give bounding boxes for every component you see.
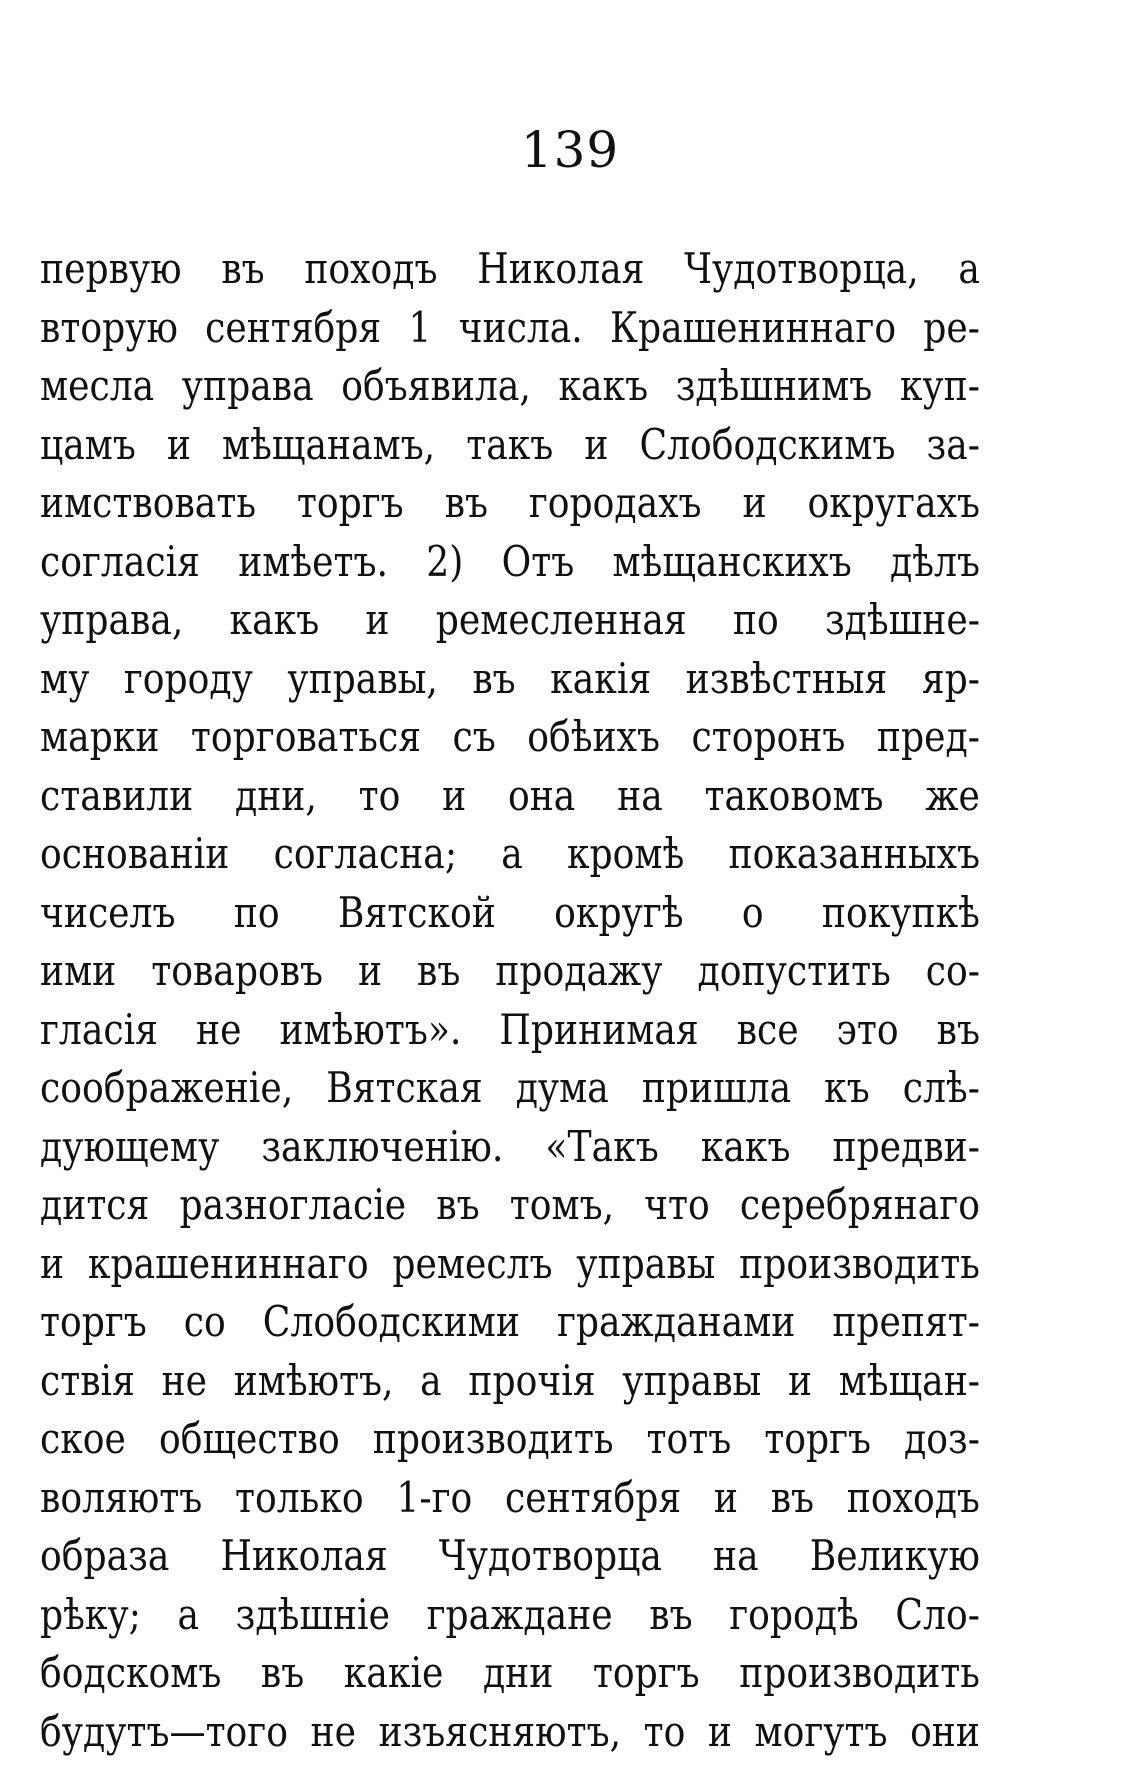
text-word: кромѣ xyxy=(566,829,685,878)
text-word: числа. xyxy=(458,302,583,352)
text-word: сентября xyxy=(205,302,382,352)
text-line xyxy=(40,1293,980,1352)
text-word: въ xyxy=(472,653,516,703)
text-word: и xyxy=(365,595,390,644)
text-word: а xyxy=(958,244,980,293)
text-word: какіе xyxy=(343,1648,444,1697)
text-word: производить xyxy=(739,1648,980,1697)
text-word: показанныхъ xyxy=(728,829,980,878)
text-word: ими xyxy=(40,946,117,995)
text-word: и xyxy=(40,1238,65,1288)
text-word: соображеніе, xyxy=(40,1063,294,1112)
text-word: Крашениннаго xyxy=(609,302,897,352)
text-word: Чудотворца, xyxy=(684,244,919,293)
text-word: въ xyxy=(417,946,461,995)
text-word: только xyxy=(234,1472,364,1522)
text-line xyxy=(40,1703,980,1762)
text-word: они xyxy=(910,1706,980,1756)
text-word: тотъ xyxy=(646,1414,732,1463)
text-word: все xyxy=(736,1004,799,1054)
text-word: въ xyxy=(649,1589,693,1639)
text-word: о xyxy=(741,887,764,937)
text-word: дѣлъ xyxy=(890,536,980,586)
text-line xyxy=(40,1469,980,1528)
text-word: на xyxy=(713,1531,759,1580)
text-word: слѣ- xyxy=(902,1063,980,1112)
text-word: препят- xyxy=(832,1297,980,1346)
text-word: 1-го xyxy=(396,1472,473,1522)
text-word: Великую xyxy=(809,1531,980,1580)
text-line xyxy=(40,1059,980,1118)
text-word: гражданами xyxy=(556,1297,796,1346)
text-word: Слободскимъ xyxy=(639,419,896,469)
text-line xyxy=(40,650,980,709)
text-word: со- xyxy=(925,946,980,995)
text-word: объявила, xyxy=(341,361,531,410)
text-word: со xyxy=(183,1297,226,1346)
text-line xyxy=(40,299,980,358)
text-word: Отъ xyxy=(501,536,575,586)
text-word: городѣ xyxy=(729,1589,859,1639)
text-line xyxy=(40,942,980,1001)
text-word: основаніи xyxy=(40,829,230,878)
text-word: въ xyxy=(221,244,265,293)
text-word: мѣщанамъ, xyxy=(222,419,436,469)
text-word: въ xyxy=(770,1472,815,1522)
text-word: Николая xyxy=(220,1531,388,1580)
text-line xyxy=(40,416,980,475)
text-word: то xyxy=(358,770,401,820)
text-word: дума xyxy=(515,1063,609,1112)
text-word: месла xyxy=(40,361,155,410)
text-word: мѣщан- xyxy=(838,1355,980,1405)
text-word: торгъ xyxy=(764,1414,872,1463)
text-line xyxy=(40,1527,980,1586)
text-word: заключенію. xyxy=(261,1121,504,1171)
text-line xyxy=(40,591,980,650)
text-word: изъясняютъ, xyxy=(378,1706,622,1756)
text-word: Вятская xyxy=(326,1063,483,1112)
text-word: торгъ xyxy=(592,1648,700,1697)
text-word: марки xyxy=(40,712,160,761)
text-word: здѣшне- xyxy=(824,595,980,644)
text-word: на xyxy=(617,770,663,820)
text-word: дни, xyxy=(234,770,317,820)
text-word: за- xyxy=(926,419,980,469)
text-line xyxy=(40,1410,980,1469)
text-word: а xyxy=(420,1355,442,1405)
text-word: томъ, xyxy=(509,1180,615,1229)
text-line xyxy=(40,767,980,826)
text-line xyxy=(40,1235,980,1294)
text-word: торговаться xyxy=(190,712,421,761)
text-word: согласія xyxy=(40,536,200,586)
text-word: и xyxy=(584,419,609,469)
text-word: продажу xyxy=(495,946,663,995)
text-word: ре- xyxy=(923,302,980,352)
text-line xyxy=(40,357,980,416)
text-word: ремесленная xyxy=(435,595,687,644)
text-word: управы xyxy=(576,1238,716,1288)
text-word: согласна; xyxy=(273,829,457,878)
text-line xyxy=(40,1176,980,1235)
text-word: му xyxy=(40,653,90,703)
text-word: таковомъ xyxy=(704,770,884,820)
text-word: съ xyxy=(452,712,496,761)
text-word: такъ xyxy=(466,419,554,469)
text-word: рѣку; xyxy=(40,1589,141,1639)
text-word: Николая xyxy=(477,244,645,293)
text-line xyxy=(40,1586,980,1645)
text-word: куп- xyxy=(899,361,980,410)
text-word: дится xyxy=(40,1180,150,1229)
text-word: имѣютъ, xyxy=(233,1355,394,1405)
text-word: образа xyxy=(40,1531,170,1580)
text-word: управа xyxy=(181,361,314,410)
text-word: производить xyxy=(372,1414,614,1463)
text-line xyxy=(40,474,980,533)
text-line xyxy=(40,1001,980,1060)
text-word: предви- xyxy=(832,1121,980,1171)
text-word: разногласіе xyxy=(179,1180,407,1229)
text-word: какія xyxy=(550,653,652,703)
text-word: первую xyxy=(40,244,182,293)
text-word: могутъ xyxy=(754,1706,888,1756)
text-word: торгъ xyxy=(296,478,404,527)
text-word: округахъ xyxy=(807,478,980,527)
text-word: цамъ xyxy=(40,419,136,469)
text-word: дни xyxy=(482,1648,554,1697)
text-line xyxy=(40,1644,980,1703)
text-word: это xyxy=(836,1004,899,1054)
text-word: въ xyxy=(936,1004,980,1054)
text-word: и xyxy=(166,419,191,469)
text-word: покупкѣ xyxy=(821,887,980,937)
text-word: походъ xyxy=(304,244,438,293)
text-word: производить xyxy=(739,1238,980,1288)
text-word: пришла xyxy=(641,1063,792,1112)
text-word: чиселъ xyxy=(40,887,176,937)
text-line xyxy=(40,708,980,767)
text-line xyxy=(40,884,980,943)
text-word: и xyxy=(707,1706,732,1756)
text-word: въ xyxy=(444,478,488,527)
text-word: сторонъ xyxy=(691,712,846,761)
text-word: и xyxy=(713,1472,738,1522)
text-word: имѣютъ». xyxy=(279,1004,462,1054)
text-word: пред- xyxy=(876,712,980,761)
text-word: крашениннаго xyxy=(87,1238,369,1288)
text-word: въ xyxy=(260,1648,305,1697)
text-line xyxy=(40,1118,980,1177)
text-word: доз- xyxy=(904,1414,980,1463)
text-word: 2) xyxy=(426,536,464,586)
text-word: не xyxy=(161,1355,208,1405)
text-word: здѣшнимъ xyxy=(675,361,873,410)
text-word: Вятской xyxy=(337,887,496,937)
text-word: управы, xyxy=(287,653,438,703)
text-word: прочія xyxy=(468,1355,596,1405)
text-word: Чудотворца xyxy=(438,1531,662,1580)
text-word: и xyxy=(742,478,767,527)
text-word: не xyxy=(195,1004,242,1054)
text-word: ское xyxy=(40,1414,126,1463)
text-word: по xyxy=(233,887,280,937)
text-word: Сло- xyxy=(895,1589,980,1639)
text-word: управа, xyxy=(40,595,184,644)
text-word: Принимая xyxy=(499,1004,699,1054)
text-word: торгъ xyxy=(40,1297,147,1346)
text-word: что xyxy=(644,1180,710,1229)
text-word: дующему xyxy=(40,1121,220,1171)
text-word: какъ xyxy=(558,361,649,410)
page-number: 139 xyxy=(520,121,620,179)
text-word: «Такъ xyxy=(545,1121,659,1171)
text-word: вторую xyxy=(40,302,178,352)
text-word: она xyxy=(507,770,576,820)
text-word: управы xyxy=(622,1355,762,1405)
text-word: граждане xyxy=(426,1589,613,1639)
text-word: извѣстныя xyxy=(685,653,888,703)
text-word: же xyxy=(925,770,980,820)
body-text xyxy=(40,240,980,1761)
text-word: какъ xyxy=(229,595,320,644)
text-word: ствія xyxy=(40,1355,135,1405)
text-word: сентября xyxy=(505,1472,682,1522)
text-word: мѣщанскихъ xyxy=(612,536,852,586)
text-word: допустить xyxy=(697,946,891,995)
text-word: гласія xyxy=(40,1004,158,1054)
text-word: къ xyxy=(824,1063,870,1112)
text-word: въ xyxy=(436,1180,480,1229)
text-word: 1 xyxy=(408,302,432,352)
text-word: будутъ—того xyxy=(40,1706,288,1756)
text-word: не xyxy=(310,1706,356,1756)
text-word: Слободскими xyxy=(262,1297,520,1346)
text-word: серебрянаго xyxy=(739,1180,980,1229)
text-line xyxy=(40,825,980,884)
text-word: и xyxy=(357,946,383,995)
text-line xyxy=(40,1352,980,1411)
text-word: имствовать xyxy=(40,478,256,527)
text-line xyxy=(40,240,980,299)
text-word: яр- xyxy=(921,653,980,703)
text-word: здѣшніе xyxy=(235,1589,390,1639)
text-line xyxy=(40,533,980,592)
text-word: ставили xyxy=(40,770,194,820)
text-word: городу xyxy=(123,653,253,703)
text-word: походъ xyxy=(846,1472,980,1522)
text-word: а xyxy=(501,829,523,878)
text-word: воляютъ xyxy=(40,1472,203,1522)
text-word: общество xyxy=(158,1414,340,1463)
text-word: и xyxy=(442,770,467,820)
text-word: округѣ xyxy=(554,887,684,937)
text-word: обѣихъ xyxy=(527,712,660,761)
text-word: и xyxy=(787,1355,813,1405)
text-word: имѣетъ. xyxy=(238,536,389,586)
text-word: по xyxy=(732,595,779,644)
text-word: ремеслъ xyxy=(392,1238,553,1288)
text-word: городахъ xyxy=(528,478,702,527)
text-word: а xyxy=(177,1589,200,1639)
text-word: товаровъ xyxy=(151,946,324,995)
text-word: то xyxy=(643,1706,686,1756)
text-word: какъ xyxy=(700,1121,791,1171)
text-word: бодскомъ xyxy=(40,1648,222,1697)
